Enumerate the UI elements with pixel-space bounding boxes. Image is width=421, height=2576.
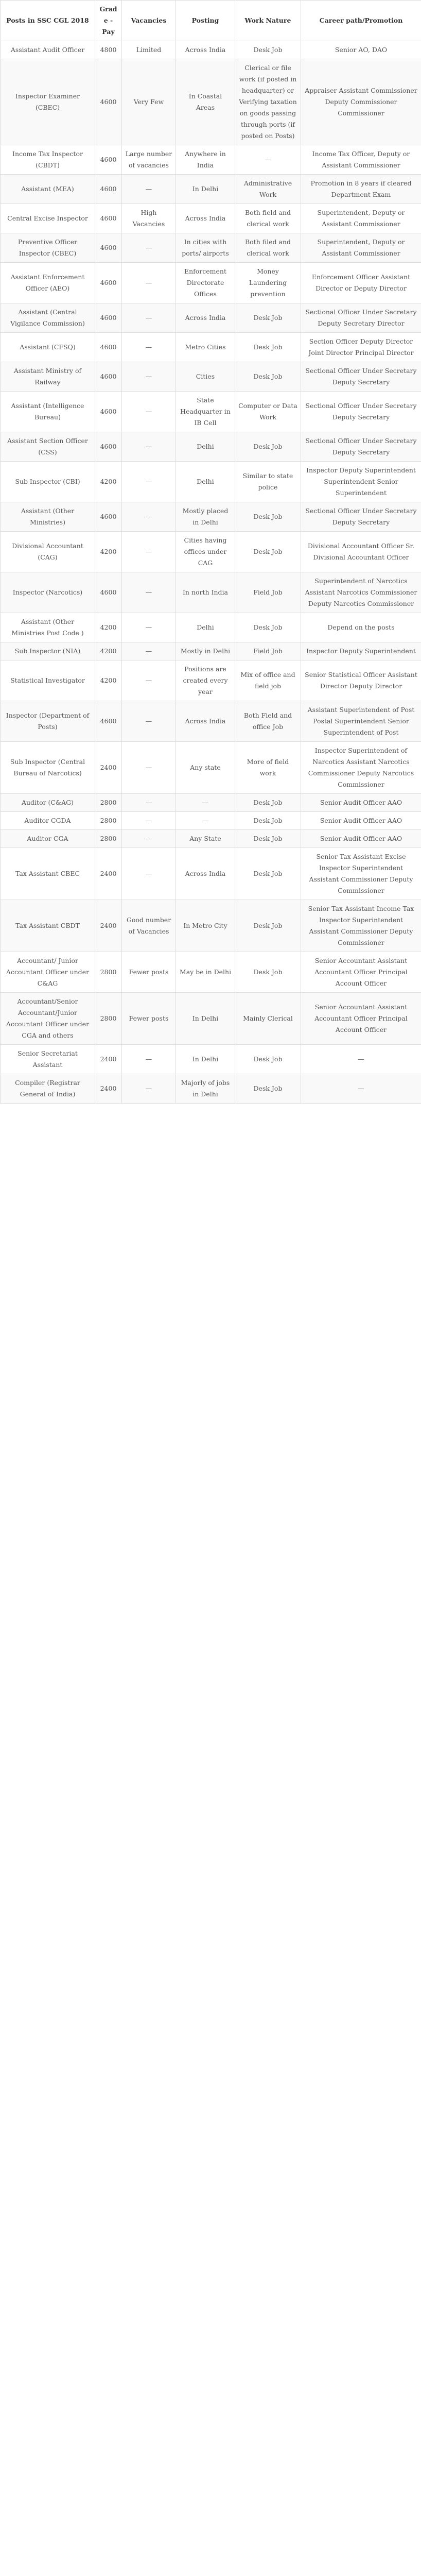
cell-post: Accountant/ Junior Accountant Officer under C&AG (1, 952, 95, 993)
cell-career-path: Income Tax Officer, Deputy or Assistant Commissioner (301, 145, 421, 175)
cell-post: Compiler (Registrar General of India) (1, 1074, 95, 1104)
cell-vacancies: Fewer posts (122, 993, 176, 1045)
cell-posting: Mostly in Delhi (176, 642, 235, 660)
cell-posting: Any State (176, 830, 235, 848)
cell-grade-pay: 4600 (95, 502, 122, 532)
column-header-grade-pay: Grade -Pay (95, 1, 122, 41)
cell-career-path: Senior Accountant Assistant Accountant Officer Principal Account Officer (301, 952, 421, 993)
cell-career-path: Senior Audit Officer AAO (301, 812, 421, 830)
cell-work-nature: Mix of office and field job (235, 660, 301, 701)
cell-vacancies: — (122, 263, 176, 303)
cell-grade-pay: 4200 (95, 532, 122, 572)
table-row (1, 263, 421, 303)
cell-post: Assistant (Intelligence Bureau) (1, 392, 95, 432)
cell-work-nature: Desk Job (235, 532, 301, 572)
table-row (1, 59, 421, 145)
cell-career-path: Senior Statistical Officer Assistant Director Deputy Director (301, 660, 421, 701)
table-row (1, 812, 421, 830)
cell-grade-pay: 4200 (95, 642, 122, 660)
cell-posting: In north India (176, 572, 235, 613)
cell-grade-pay: 4200 (95, 613, 122, 642)
table-row (1, 660, 421, 701)
cell-grade-pay: 2800 (95, 993, 122, 1045)
cell-grade-pay: 4600 (95, 432, 122, 462)
cell-post: Assistant (Other Ministries Post Code ) (1, 613, 95, 642)
cell-career-path: Inspector Superintendent of Narcotics Assistant Narcotics Commissioner Deputy Narcotics Commissioner (301, 742, 421, 794)
column-header-vacancies: Vacancies (122, 1, 176, 41)
cell-posting: — (176, 812, 235, 830)
cell-grade-pay: 4600 (95, 333, 122, 362)
cell-work-nature: Money Laundering prevention (235, 263, 301, 303)
cell-vacancies: — (122, 848, 176, 900)
cell-post: Preventive Officer Inspector (CBEC) (1, 233, 95, 263)
table-row (1, 1074, 421, 1104)
cell-grade-pay: 2400 (95, 848, 122, 900)
cell-post: Assistant (MEA) (1, 175, 95, 204)
table-row (1, 432, 421, 462)
cell-posting: In Coastal Areas (176, 59, 235, 145)
cell-work-nature: Clerical or file work (if posted in headquarter) or Verifying taxation on goods passing through ports (if posted on Posts) (235, 59, 301, 145)
cell-grade-pay: 4600 (95, 233, 122, 263)
cell-vacancies: — (122, 830, 176, 848)
cell-posting: Across India (176, 204, 235, 233)
cell-career-path: Superintendent, Deputy or Assistant Commissioner (301, 204, 421, 233)
cell-post: Auditor CGA (1, 830, 95, 848)
cell-posting: — (176, 794, 235, 812)
cell-career-path: Sectional Officer Under Secretary Deputy Secretary Director (301, 303, 421, 333)
cell-post: Assistant (Other Ministries) (1, 502, 95, 532)
ssc-cgl-posts-table (0, 0, 421, 1104)
cell-post: Statistical Investigator (1, 660, 95, 701)
table-row (1, 145, 421, 175)
cell-post: Inspector (Department of Posts) (1, 701, 95, 742)
cell-post: Assistant Enforcement Officer (AEO) (1, 263, 95, 303)
cell-work-nature: Desk Job (235, 900, 301, 952)
table-row (1, 900, 421, 952)
cell-post: Assistant Section Officer (CSS) (1, 432, 95, 462)
cell-career-path: — (301, 1074, 421, 1104)
cell-posting: Metro Cities (176, 333, 235, 362)
cell-career-path: Superintendent of Narcotics Assistant Narcotics Commissioner Deputy Narcotics Commissioner (301, 572, 421, 613)
column-header-post: Posts in SSC CGL 2018 (1, 1, 95, 41)
table-row (1, 613, 421, 642)
cell-posting: In cities with ports/ airports (176, 233, 235, 263)
cell-career-path: Assistant Superintendent of Post Postal Superintendent Senior Superintendent of Post (301, 701, 421, 742)
cell-vacancies: — (122, 362, 176, 392)
cell-posting: In Delhi (176, 1045, 235, 1074)
cell-work-nature: Desk Job (235, 794, 301, 812)
cell-work-nature: More of field work (235, 742, 301, 794)
cell-vacancies: High Vacancies (122, 204, 176, 233)
table-body (1, 41, 421, 1104)
cell-vacancies: — (122, 794, 176, 812)
cell-work-nature: Desk Job (235, 613, 301, 642)
cell-post: Assistant (Central Vigilance Commission) (1, 303, 95, 333)
cell-career-path: Superintendent, Deputy or Assistant Commissioner (301, 233, 421, 263)
table-row (1, 572, 421, 613)
cell-career-path: Sectional Officer Under Secretary Deputy Secretary (301, 432, 421, 462)
cell-work-nature: — (235, 145, 301, 175)
cell-posting: Across India (176, 848, 235, 900)
cell-work-nature: Desk Job (235, 333, 301, 362)
table-row (1, 233, 421, 263)
cell-post: Sub Inspector (Central Bureau of Narcotics) (1, 742, 95, 794)
cell-vacancies: — (122, 233, 176, 263)
cell-work-nature: Desk Job (235, 362, 301, 392)
cell-grade-pay: 4600 (95, 263, 122, 303)
cell-grade-pay: 2800 (95, 812, 122, 830)
table-row (1, 462, 421, 502)
cell-work-nature: Desk Job (235, 848, 301, 900)
cell-work-nature: Field Job (235, 642, 301, 660)
cell-career-path: Sectional Officer Under Secretary Deputy Secretary (301, 502, 421, 532)
cell-career-path: Depend on the posts (301, 613, 421, 642)
cell-vacancies: — (122, 660, 176, 701)
cell-career-path: Section Officer Deputy Director Joint Director Principal Director (301, 333, 421, 362)
cell-career-path: Divisional Accountant Officer Sr. Divisional Accountant Officer (301, 532, 421, 572)
cell-vacancies: — (122, 303, 176, 333)
table-row (1, 642, 421, 660)
cell-posting: Positions are created every year (176, 660, 235, 701)
cell-vacancies: — (122, 333, 176, 362)
cell-posting: Across India (176, 41, 235, 59)
cell-vacancies: — (122, 701, 176, 742)
table-row (1, 333, 421, 362)
cell-career-path: Senior Accountant Assistant Accountant Officer Principal Account Officer (301, 993, 421, 1045)
table-row (1, 701, 421, 742)
cell-vacancies: — (122, 532, 176, 572)
cell-vacancies: Large number of vacancies (122, 145, 176, 175)
table-row (1, 830, 421, 848)
cell-career-path: — (301, 1045, 421, 1074)
table-row (1, 794, 421, 812)
cell-career-path: Enforcement Officer Assistant Director or Deputy Director (301, 263, 421, 303)
cell-grade-pay: 2400 (95, 1045, 122, 1074)
cell-posting: Across India (176, 303, 235, 333)
cell-posting: May be in Delhi (176, 952, 235, 993)
cell-work-nature: Both Field and office Job (235, 701, 301, 742)
cell-grade-pay: 4600 (95, 59, 122, 145)
cell-post: Auditor CGDA (1, 812, 95, 830)
cell-posting: Enforcement Directorate Offices (176, 263, 235, 303)
cell-vacancies: — (122, 613, 176, 642)
cell-post: Tax Assistant CBEC (1, 848, 95, 900)
table-row (1, 362, 421, 392)
cell-grade-pay: 2800 (95, 794, 122, 812)
cell-career-path: Sectional Officer Under Secretary Deputy Secretary (301, 392, 421, 432)
table-row (1, 952, 421, 993)
cell-career-path: Promotion in 8 years if cleared Department Exam (301, 175, 421, 204)
cell-work-nature: Both filed and clerical work (235, 233, 301, 263)
cell-vacancies: — (122, 502, 176, 532)
cell-vacancies: — (122, 1045, 176, 1074)
cell-grade-pay: 4600 (95, 175, 122, 204)
cell-career-path: Senior Audit Officer AAO (301, 830, 421, 848)
cell-work-nature: Both field and clerical work (235, 204, 301, 233)
cell-vacancies: — (122, 642, 176, 660)
cell-post: Tax Assistant CBDT (1, 900, 95, 952)
cell-grade-pay: 4600 (95, 204, 122, 233)
cell-work-nature: Desk Job (235, 812, 301, 830)
cell-work-nature: Desk Job (235, 1074, 301, 1104)
cell-grade-pay: 2400 (95, 900, 122, 952)
cell-vacancies: — (122, 432, 176, 462)
cell-grade-pay: 4600 (95, 303, 122, 333)
cell-vacancies: — (122, 572, 176, 613)
cell-work-nature: Desk Job (235, 432, 301, 462)
cell-work-nature: Desk Job (235, 1045, 301, 1074)
cell-career-path: Senior AO, DAO (301, 41, 421, 59)
cell-grade-pay: 2800 (95, 830, 122, 848)
table-header-row (1, 1, 421, 41)
cell-post: Inspector Examiner (CBEC) (1, 59, 95, 145)
cell-posting: Delhi (176, 432, 235, 462)
cell-post: Auditor (C&AG) (1, 794, 95, 812)
cell-vacancies: — (122, 462, 176, 502)
cell-posting: Mostly placed in Delhi (176, 502, 235, 532)
cell-grade-pay: 4800 (95, 41, 122, 59)
cell-posting: Cities having offices under CAG (176, 532, 235, 572)
cell-career-path: Inspector Deputy Superintendent (301, 642, 421, 660)
table-row (1, 1045, 421, 1074)
cell-grade-pay: 4600 (95, 362, 122, 392)
cell-post: Assistant (CFSQ) (1, 333, 95, 362)
cell-grade-pay: 4600 (95, 701, 122, 742)
cell-grade-pay: 2800 (95, 952, 122, 993)
cell-post: Inspector (Narcotics) (1, 572, 95, 613)
cell-vacancies: — (122, 742, 176, 794)
cell-work-nature: Administrative Work (235, 175, 301, 204)
cell-posting: Any state (176, 742, 235, 794)
table-row (1, 502, 421, 532)
cell-career-path: Senior Tax Assistant Income Tax Inspector Superintendent Assistant Commissioner Deputy Commissioner (301, 900, 421, 952)
cell-vacancies: — (122, 812, 176, 830)
table-row (1, 993, 421, 1045)
column-header-career-path: Career path/Promotion (301, 1, 421, 41)
table-row (1, 742, 421, 794)
table-row (1, 303, 421, 333)
table-row (1, 848, 421, 900)
cell-vacancies: — (122, 1074, 176, 1104)
cell-vacancies: Good number of Vacancies (122, 900, 176, 952)
cell-grade-pay: 2400 (95, 1074, 122, 1104)
cell-vacancies: Fewer posts (122, 952, 176, 993)
table-row (1, 392, 421, 432)
cell-grade-pay: 2400 (95, 742, 122, 794)
cell-posting: Majorly of jobs in Delhi (176, 1074, 235, 1104)
cell-post: Assistant Ministry of Railway (1, 362, 95, 392)
cell-post: Divisional Accountant (CAG) (1, 532, 95, 572)
cell-work-nature: Similar to state police (235, 462, 301, 502)
cell-posting: In Delhi (176, 175, 235, 204)
cell-work-nature: Desk Job (235, 952, 301, 993)
table-row (1, 175, 421, 204)
cell-vacancies: — (122, 392, 176, 432)
cell-post: Assistant Audit Officer (1, 41, 95, 59)
cell-posting: Delhi (176, 462, 235, 502)
cell-posting: Cities (176, 362, 235, 392)
cell-post: Sub Inspector (NIA) (1, 642, 95, 660)
cell-work-nature: Desk Job (235, 41, 301, 59)
table-row (1, 204, 421, 233)
cell-post: Income Tax Inspector (CBDT) (1, 145, 95, 175)
table-row (1, 532, 421, 572)
cell-post: Central Excise Inspector (1, 204, 95, 233)
cell-career-path: Senior Audit Officer AAO (301, 794, 421, 812)
cell-posting: In Delhi (176, 993, 235, 1045)
cell-career-path: Inspector Deputy Superintendent Superintendent Senior Superintendent (301, 462, 421, 502)
cell-vacancies: Limited (122, 41, 176, 59)
cell-vacancies: — (122, 175, 176, 204)
cell-grade-pay: 4600 (95, 392, 122, 432)
cell-grade-pay: 4600 (95, 572, 122, 613)
cell-posting: Across India (176, 701, 235, 742)
cell-grade-pay: 4600 (95, 145, 122, 175)
cell-posting: State Headquarter in IB Cell (176, 392, 235, 432)
cell-post: Sub Inspector (CBI) (1, 462, 95, 502)
cell-post: Accountant/Senior Accountant/Junior Accountant Officer under CGA and others (1, 993, 95, 1045)
cell-post: Senior Secretariat Assistant (1, 1045, 95, 1074)
cell-work-nature: Field Job (235, 572, 301, 613)
cell-work-nature: Desk Job (235, 830, 301, 848)
cell-career-path: Appraiser Assistant Commissioner Deputy Commissioner Commissioner (301, 59, 421, 145)
cell-grade-pay: 4200 (95, 660, 122, 701)
column-header-posting: Posting (176, 1, 235, 41)
cell-work-nature: Computer or Data Work (235, 392, 301, 432)
column-header-work-nature: Work Nature (235, 1, 301, 41)
cell-posting: Anywhere in India (176, 145, 235, 175)
cell-work-nature: Desk Job (235, 303, 301, 333)
page (0, 0, 421, 1104)
table-row (1, 41, 421, 59)
cell-grade-pay: 4200 (95, 462, 122, 502)
cell-posting: Delhi (176, 613, 235, 642)
cell-posting: In Metro City (176, 900, 235, 952)
cell-vacancies: Very Few (122, 59, 176, 145)
cell-career-path: Sectional Officer Under Secretary Deputy Secretary (301, 362, 421, 392)
cell-career-path: Senior Tax Assistant Excise Inspector Superintendent Assistant Commissioner Deputy Commissioner (301, 848, 421, 900)
cell-work-nature: Mainly Clerical (235, 993, 301, 1045)
cell-work-nature: Desk Job (235, 502, 301, 532)
